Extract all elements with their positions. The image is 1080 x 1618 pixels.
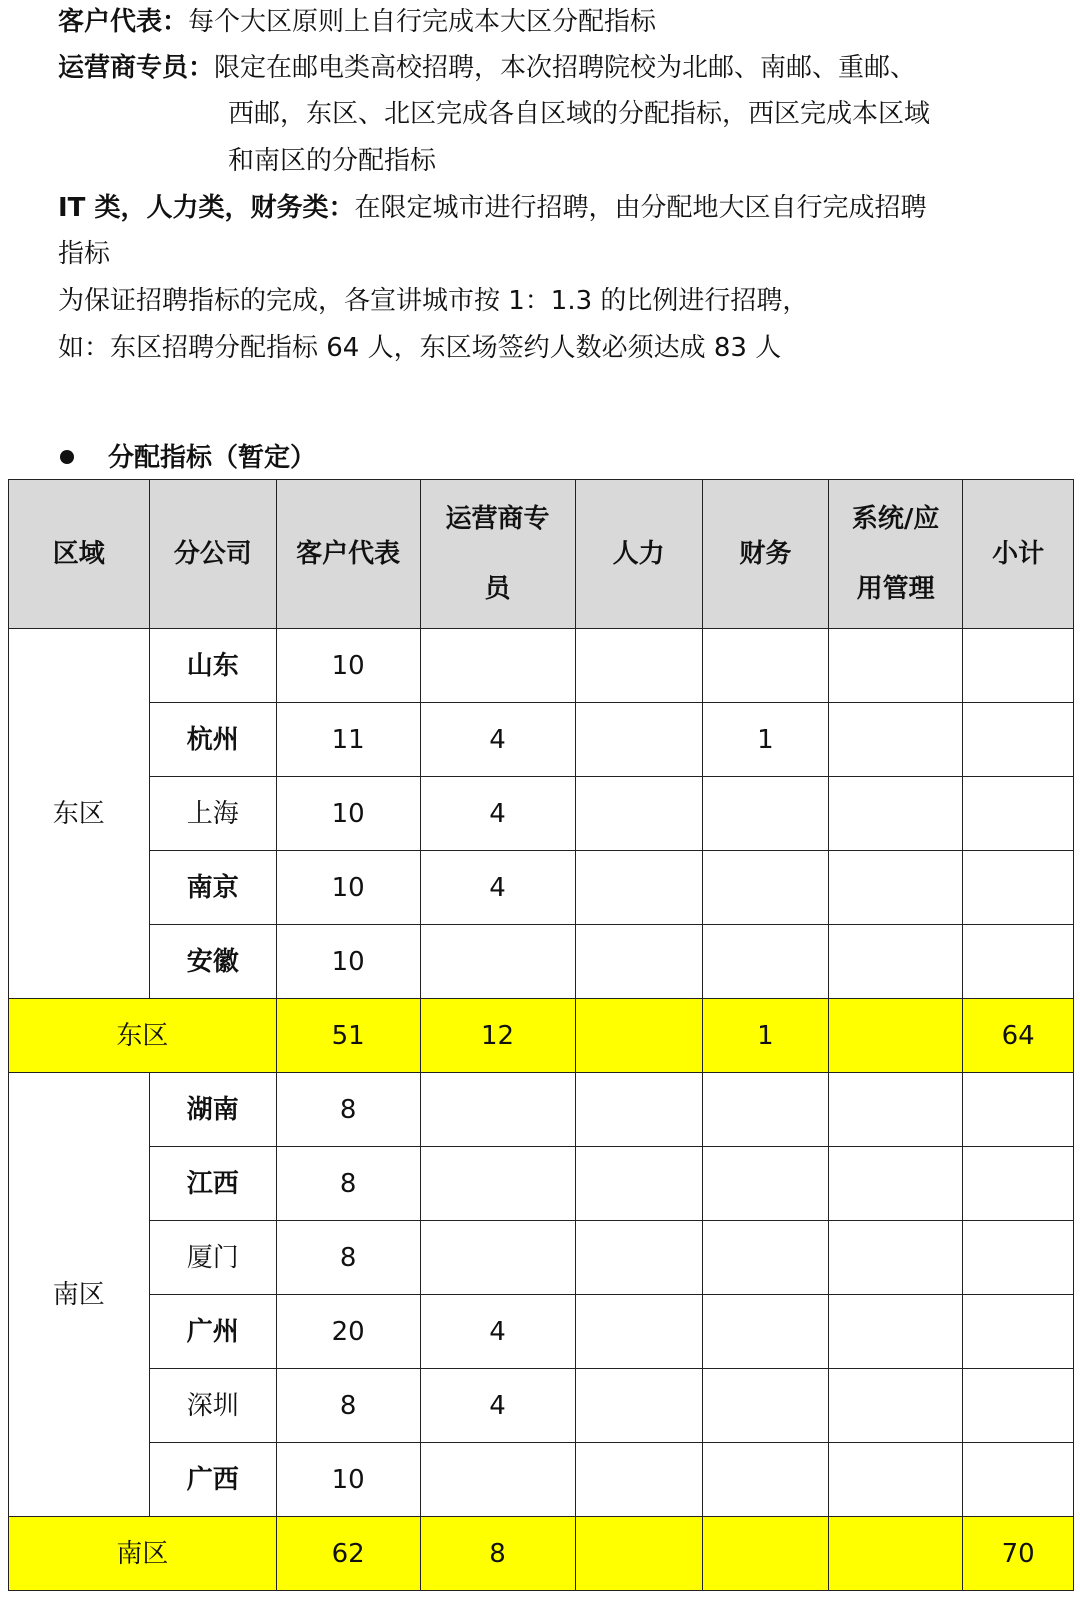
subtotal-cell	[963, 1073, 1074, 1147]
table-row	[9, 851, 1074, 925]
table-row	[9, 925, 1074, 999]
header-operator-line2: 员	[484, 574, 511, 604]
branch-cell: 江西	[149, 1147, 276, 1221]
operator-cell: 4	[420, 1369, 575, 1443]
hr-cell	[575, 703, 702, 777]
intro-text: 在限定城市进行招聘，由分配地大区自行完成招聘	[354, 193, 927, 223]
customer-rep-cell: 10	[276, 851, 420, 925]
intro-label: 运营商专员：	[58, 53, 215, 83]
customer-rep-cell: 8	[276, 1147, 420, 1221]
customer-rep-cell: 10	[276, 629, 420, 703]
customer-rep-cell: 8	[276, 1221, 420, 1295]
table-row	[9, 703, 1074, 777]
hr-cell	[575, 1147, 702, 1221]
hr-cell	[575, 629, 702, 703]
bullet-icon	[60, 450, 74, 464]
customer-rep-cell: 11	[276, 703, 420, 777]
table-header-row	[9, 480, 1074, 629]
operator-cell: 8	[420, 1517, 575, 1591]
customer-rep-cell: 10	[276, 777, 420, 851]
operator-cell	[420, 1443, 575, 1517]
summary-row-south	[9, 1517, 1074, 1591]
subtotal-cell	[963, 1295, 1074, 1369]
intro-line-it-hr-finance-cont: 指标	[58, 239, 111, 269]
summary-label: 东区	[9, 999, 277, 1073]
finance-cell	[702, 777, 828, 851]
sysapp-cell	[828, 1443, 962, 1517]
table-row	[9, 1147, 1074, 1221]
intro-line-operator-cont-2: 和南区的分配指标	[228, 146, 437, 176]
operator-cell	[420, 1147, 575, 1221]
branch-cell: 安徽	[149, 925, 276, 999]
header-branch: 分公司	[149, 480, 276, 629]
header-operator	[420, 480, 575, 629]
branch-cell: 杭州	[149, 703, 276, 777]
sysapp-cell	[828, 1221, 962, 1295]
customer-rep-cell: 8	[276, 1073, 420, 1147]
intro-line-operator-cont-1: 西邮，东区、北区完成各自区域的分配指标，西区完成本区域	[228, 99, 931, 129]
hr-cell	[575, 1295, 702, 1369]
header-sysapp-line2: 用管理	[856, 574, 935, 604]
operator-cell	[420, 1221, 575, 1295]
customer-rep-cell: 62	[276, 1517, 420, 1591]
hr-cell	[575, 1369, 702, 1443]
sysapp-cell	[828, 1369, 962, 1443]
header-subtotal: 小计	[963, 480, 1074, 629]
branch-cell: 湖南	[149, 1073, 276, 1147]
subtotal-cell	[963, 1443, 1074, 1517]
finance-cell	[702, 1147, 828, 1221]
hr-cell	[575, 1221, 702, 1295]
header-operator-line1: 运营商专	[445, 504, 550, 534]
operator-cell	[420, 629, 575, 703]
hr-cell	[575, 999, 702, 1073]
sysapp-cell	[828, 1147, 962, 1221]
subtotal-cell: 70	[963, 1517, 1074, 1591]
sysapp-cell	[828, 1073, 962, 1147]
hr-cell	[575, 851, 702, 925]
sysapp-cell	[828, 777, 962, 851]
sysapp-cell	[828, 999, 962, 1073]
customer-rep-cell: 8	[276, 1369, 420, 1443]
finance-cell: 1	[702, 703, 828, 777]
summary-label: 南区	[9, 1517, 277, 1591]
operator-cell: 12	[420, 999, 575, 1073]
intro-line-customer-rep	[58, 6, 656, 38]
section-title: 分配指标（暂定）	[108, 443, 317, 473]
table-row	[9, 1443, 1074, 1517]
header-region: 区域	[9, 480, 150, 629]
table-row	[9, 1295, 1074, 1369]
hr-cell	[575, 1073, 702, 1147]
branch-cell: 深圳	[149, 1369, 276, 1443]
operator-cell	[420, 1073, 575, 1147]
subtotal-cell	[963, 703, 1074, 777]
sysapp-cell	[828, 851, 962, 925]
operator-cell	[420, 925, 575, 999]
hr-cell	[575, 925, 702, 999]
finance-cell	[702, 1443, 828, 1517]
region-cell-south: 南区	[9, 1073, 150, 1517]
operator-cell: 4	[420, 703, 575, 777]
intro-text: 限定在邮电类高校招聘，本次招聘院校为北邮、南邮、重邮、	[214, 53, 917, 83]
intro-label: 客户代表：	[58, 7, 189, 37]
finance-cell	[702, 1369, 828, 1443]
hr-cell	[575, 777, 702, 851]
intro-line-ratio: 为保证招聘指标的完成，各宣讲城市按 1：1.3 的比例进行招聘，	[58, 286, 809, 316]
finance-cell	[702, 851, 828, 925]
intro-line-operator	[58, 52, 916, 84]
header-hr: 人力	[575, 480, 702, 629]
subtotal-cell: 64	[963, 999, 1074, 1073]
operator-cell: 4	[420, 777, 575, 851]
subtotal-cell	[963, 1147, 1074, 1221]
finance-cell	[702, 1221, 828, 1295]
header-finance: 财务	[702, 480, 828, 629]
finance-cell	[702, 1517, 828, 1591]
customer-rep-cell: 10	[276, 925, 420, 999]
branch-cell: 南京	[149, 851, 276, 925]
header-sysapp	[828, 480, 962, 629]
branch-cell: 山东	[149, 629, 276, 703]
hr-cell	[575, 1517, 702, 1591]
table-row	[9, 1073, 1074, 1147]
intro-line-it-hr-finance	[58, 192, 926, 224]
subtotal-cell	[963, 777, 1074, 851]
sysapp-cell	[828, 703, 962, 777]
sysapp-cell	[828, 1517, 962, 1591]
sysapp-cell	[828, 629, 962, 703]
table-row	[9, 1221, 1074, 1295]
header-sysapp-line1: 系统/应	[851, 504, 940, 534]
operator-cell: 4	[420, 851, 575, 925]
table-row	[9, 777, 1074, 851]
finance-cell	[702, 1073, 828, 1147]
allocation-table	[8, 479, 1074, 1591]
subtotal-cell	[963, 629, 1074, 703]
table-row	[9, 1369, 1074, 1443]
summary-row-east	[9, 999, 1074, 1073]
finance-cell	[702, 629, 828, 703]
subtotal-cell	[963, 1221, 1074, 1295]
intro-line-example: 如：东区招聘分配指标 64 人，东区场签约人数必须达成 83 人	[58, 333, 782, 363]
branch-cell: 上海	[149, 777, 276, 851]
intro-label: IT 类，人力类，财务类：	[58, 193, 355, 223]
sysapp-cell	[828, 1295, 962, 1369]
section-heading	[60, 442, 316, 474]
subtotal-cell	[963, 851, 1074, 925]
region-cell-east: 东区	[9, 629, 150, 999]
operator-cell: 4	[420, 1295, 575, 1369]
sysapp-cell	[828, 925, 962, 999]
branch-cell: 广州	[149, 1295, 276, 1369]
intro-text: 每个大区原则上自行完成本大区分配指标	[188, 7, 657, 37]
customer-rep-cell: 10	[276, 1443, 420, 1517]
subtotal-cell	[963, 925, 1074, 999]
branch-cell: 厦门	[149, 1221, 276, 1295]
subtotal-cell	[963, 1369, 1074, 1443]
customer-rep-cell: 51	[276, 999, 420, 1073]
table-row	[9, 629, 1074, 703]
finance-cell	[702, 1295, 828, 1369]
header-customer-rep: 客户代表	[276, 480, 420, 629]
hr-cell	[575, 1443, 702, 1517]
branch-cell: 广西	[149, 1443, 276, 1517]
finance-cell	[702, 925, 828, 999]
finance-cell: 1	[702, 999, 828, 1073]
customer-rep-cell: 20	[276, 1295, 420, 1369]
